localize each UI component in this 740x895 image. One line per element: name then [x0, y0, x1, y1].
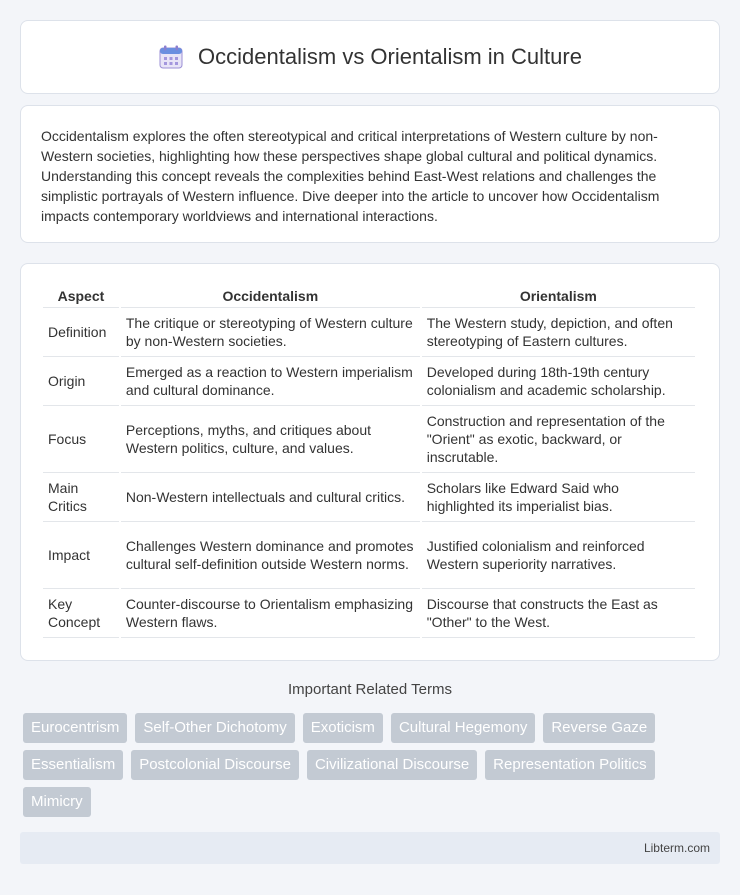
occidentalism-cell: Challenges Western dominance and promotes cultural self-definition outside Western norms. [121, 522, 420, 589]
related-term-tag[interactable]: Cultural Hegemony [391, 713, 535, 743]
orientalism-cell: Developed during 18th-19th century colonialism and academic scholarship. [422, 357, 695, 406]
comparison-table-card [20, 263, 720, 661]
related-term-tag[interactable]: Civilizational Discourse [307, 750, 477, 780]
table-row [43, 473, 695, 522]
occidentalism-cell: Perceptions, myths, and critiques about Western politics, culture, and values. [121, 406, 420, 473]
table-header-row [43, 284, 695, 308]
aspect-cell: Main Critics [43, 473, 119, 522]
related-terms-list [23, 713, 713, 817]
comparison-table [41, 284, 697, 638]
aspect-cell: Key Concept [43, 589, 119, 638]
table-row [43, 589, 695, 638]
table-row [43, 406, 695, 473]
occidentalism-cell: Counter-discourse to Orientalism emphasizing Western flaws. [121, 589, 420, 638]
occidentalism-cell: Emerged as a reaction to Western imperialism and cultural dominance. [121, 357, 420, 406]
header-card [20, 20, 720, 94]
related-term-tag[interactable]: Reverse Gaze [543, 713, 655, 743]
aspect-cell: Definition [43, 308, 119, 357]
table-row [43, 308, 695, 357]
orientalism-cell: Discourse that constructs the East as "Other" to the West. [422, 589, 695, 638]
related-term-tag[interactable]: Exoticism [303, 713, 383, 743]
title-wrap [158, 44, 582, 70]
page-title: Occidentalism vs Orientalism in Culture [198, 44, 582, 69]
calendar-icon [158, 44, 184, 70]
related-term-tag[interactable]: Self-Other Dichotomy [135, 713, 294, 743]
table-row [43, 522, 695, 589]
aspect-cell: Origin [43, 357, 119, 406]
related-term-tag[interactable]: Mimicry [23, 787, 91, 817]
footer-site-link[interactable]: Libterm.com [643, 841, 710, 855]
intro-text: Occidentalism explores the often stereotypical and critical interpretations of Western culture by non-Western societies, highlighting how these perspectives shape global cultural and political dynamics. Understanding this concept reveals the complexities behind East-West relations and challenges the simplistic portrayals of Western influence. Dive deeper into the article to uncover how Occidentalism impacts contemporary worldviews and international interactions. [41, 128, 660, 224]
header-occidentalism: Occidentalism [121, 284, 420, 308]
occidentalism-cell: Non-Western intellectuals and cultural critics. [121, 473, 420, 522]
related-term-tag[interactable]: Representation Politics [485, 750, 654, 780]
intro-card [20, 105, 720, 243]
aspect-cell: Impact [43, 522, 119, 589]
orientalism-cell: Construction and representation of the "Orient" as exotic, backward, or inscrutable. [422, 406, 695, 473]
orientalism-cell: The Western study, depiction, and often stereotyping of Eastern cultures. [422, 308, 695, 357]
header-aspect: Aspect [43, 284, 119, 308]
related-term-tag[interactable]: Postcolonial Discourse [131, 750, 299, 780]
footer [20, 832, 720, 864]
header-orientalism: Orientalism [422, 284, 695, 308]
table-row [43, 357, 695, 406]
occidentalism-cell: The critique or stereotyping of Western culture by non-Western societies. [121, 308, 420, 357]
orientalism-cell: Justified colonialism and reinforced Western superiority narratives. [422, 522, 695, 589]
aspect-cell: Focus [43, 406, 119, 473]
related-terms-title: Important Related Terms [288, 681, 452, 698]
related-term-tag[interactable]: Eurocentrism [23, 713, 127, 743]
related-term-tag[interactable]: Essentialism [23, 750, 123, 780]
orientalism-cell: Scholars like Edward Said who highlighted its imperialist bias. [422, 473, 695, 522]
